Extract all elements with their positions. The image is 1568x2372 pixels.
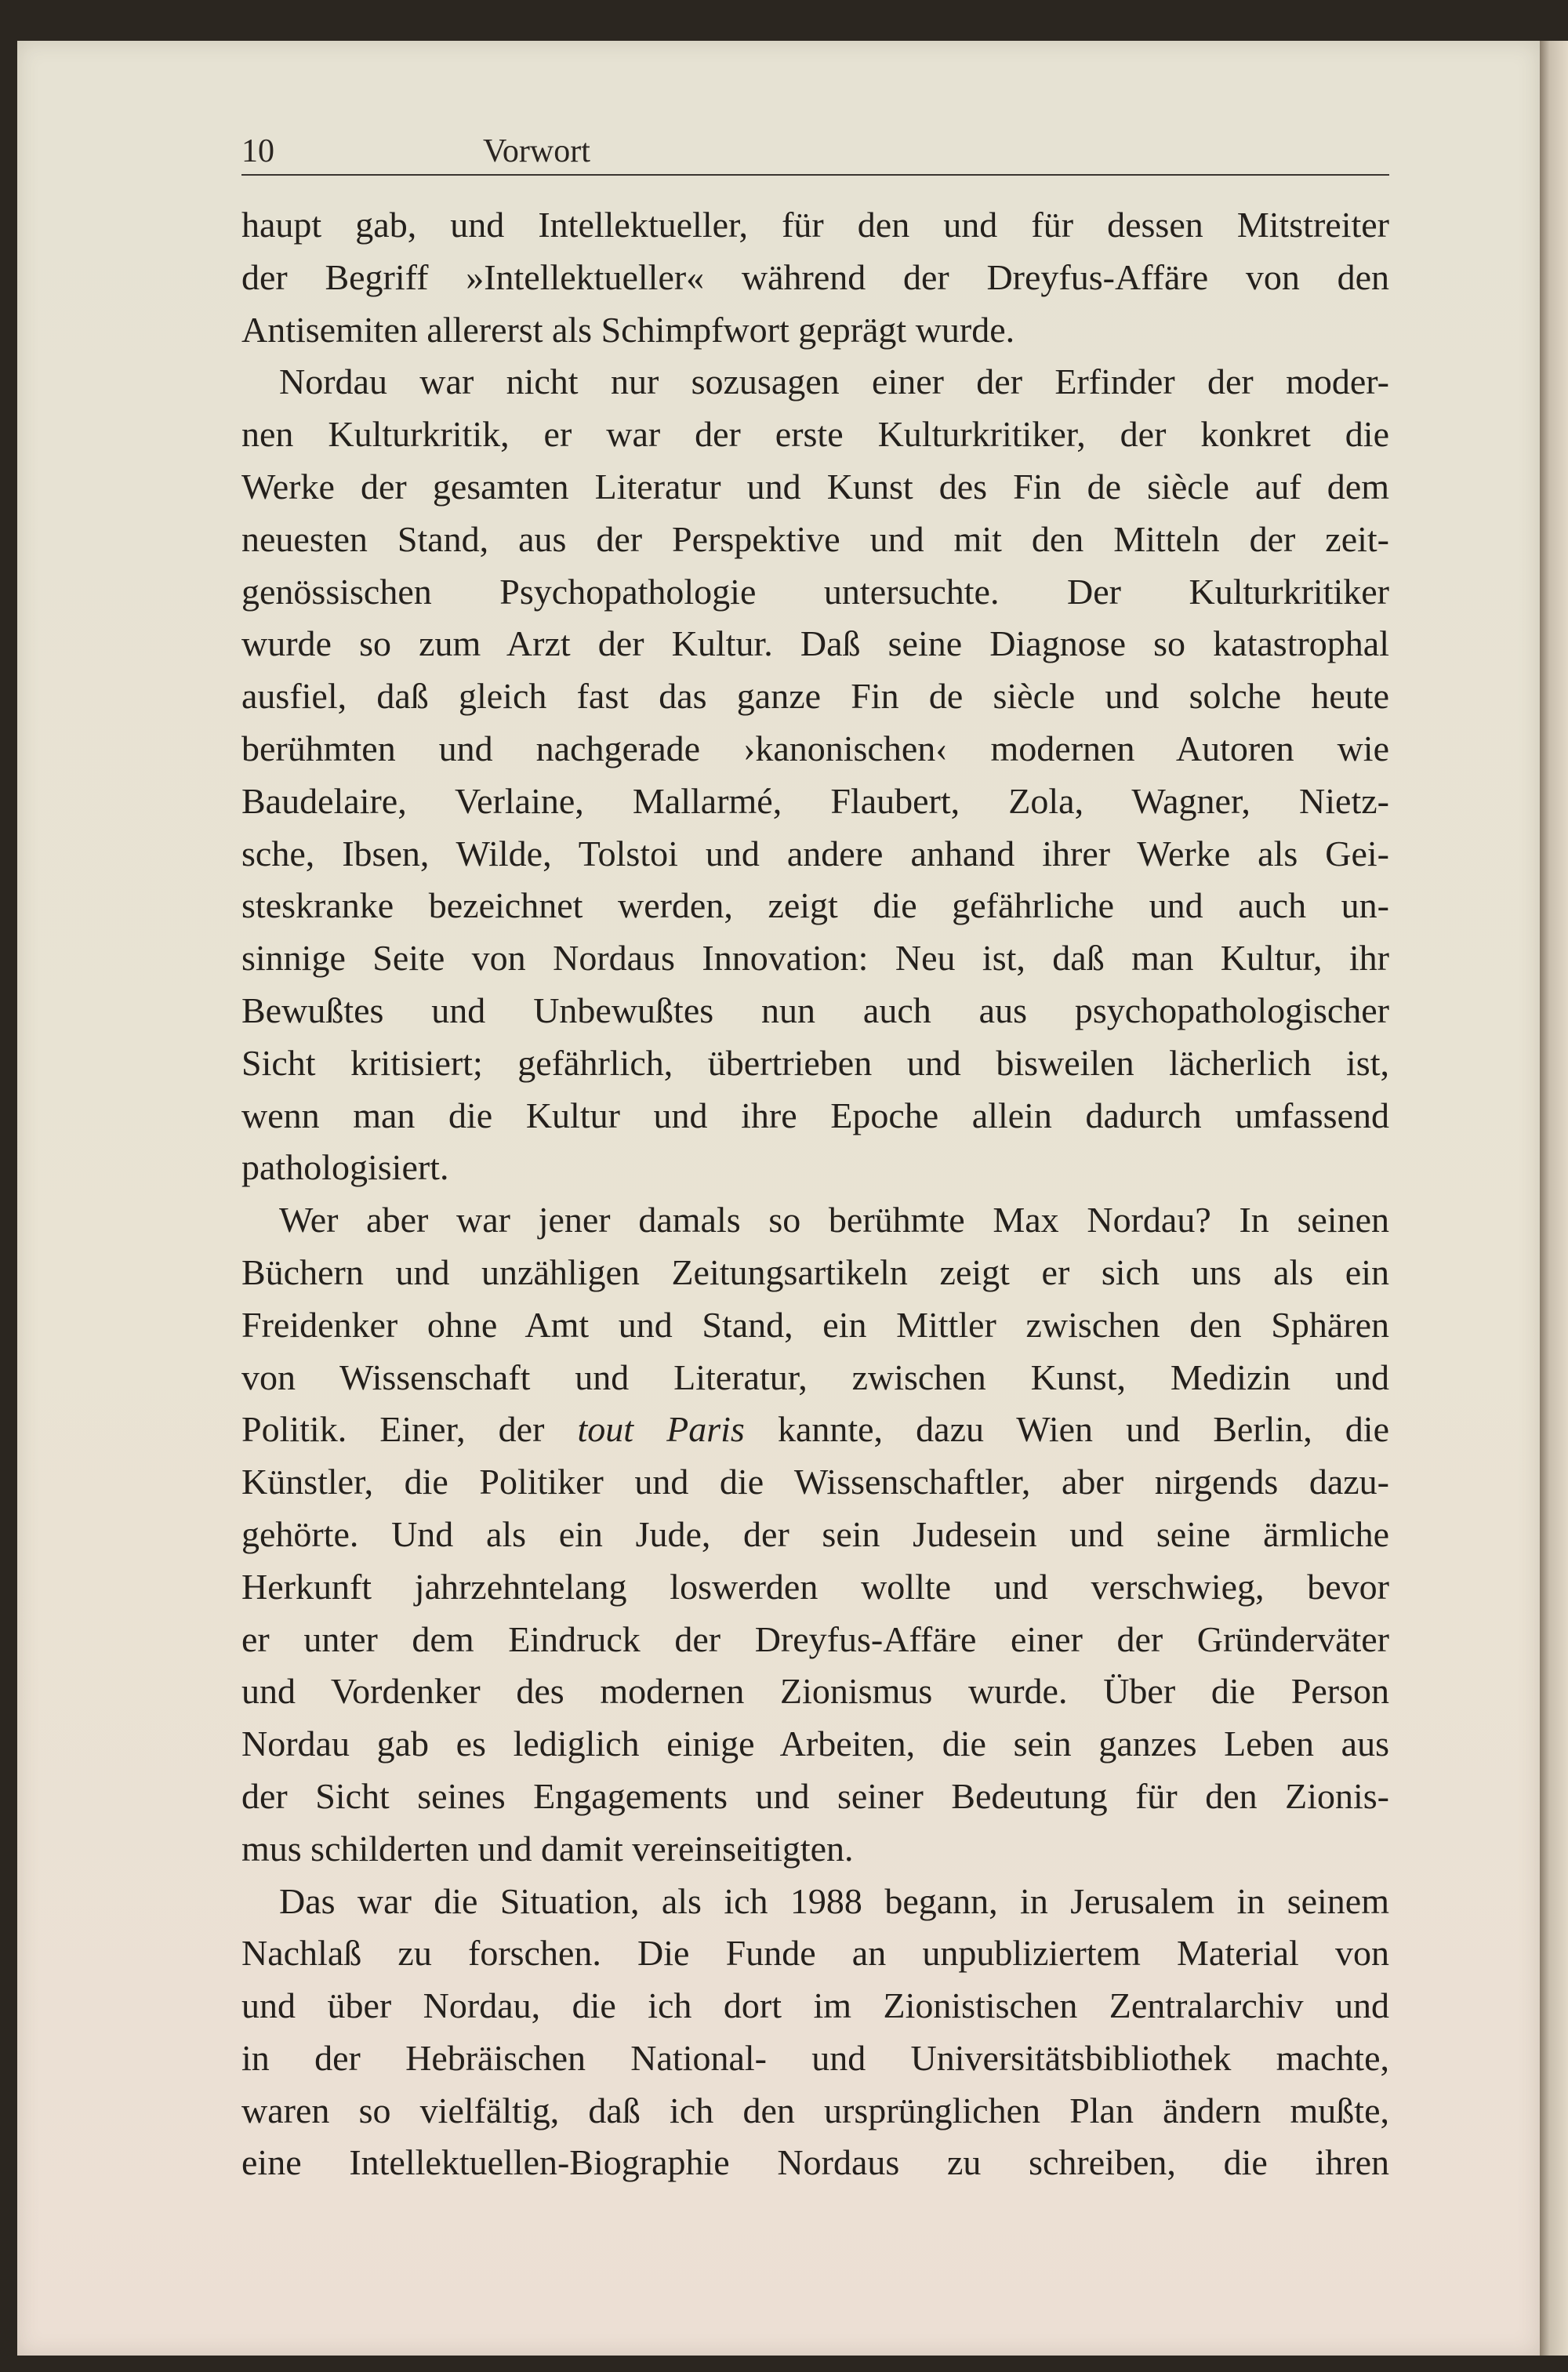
text-line: waren so vielfältig, daß ich den ursprünglichen Plan ändern mußte, [241,2090,1389,2130]
text-line: Herkunft jahrzehntelang loswerden wollte und verschwieg, bevor [241,1566,1389,1607]
text-line: pathologisiert. [241,1147,449,1188]
text-line: mus schilderten und damit vereinseitigten. [241,1828,854,1869]
italic-phrase: tout Paris [577,1409,745,1450]
text-line: Künstler, die Politiker und die Wissenschaftler, aber nirgends dazu- [241,1462,1389,1502]
text-line: Baudelaire, Verlaine, Mallarmé, Flaubert, Zola, Wagner, Nietz- [241,780,1389,821]
text-line: sinnige Seite von Nordaus Innovation: Neu ist, daß man Kultur, ihr [241,938,1389,979]
text-line: neuesten Stand, aus der Perspektive und mit den Mitteln der zeit- [241,518,1389,559]
text-line: Werke der gesamten Literatur und Kunst des Fin de siècle auf dem [241,466,1389,507]
page-number: 10 [241,133,274,169]
text-line: eine Intellektuellen-Biographie Nordaus zu schreiben, die ihren [241,2142,1389,2183]
text-line: Nordau gab es lediglich einige Arbeiten, die sein ganzes Leben aus [241,1724,1389,1764]
text-line: der Sicht seines Engagements und seiner Bedeutung für den Zionis- [241,1775,1389,1816]
text-line: wurde so zum Arzt der Kultur. Daß seine Diagnose so katastrophal [241,623,1389,664]
text-line: Nachlaß zu forschen. Die Funde an unpubliziertem Material von [241,1933,1389,1974]
page-header [241,124,1389,176]
text-line: ausfiel, daß gleich fast das ganze Fin de siècle und solche heute [241,676,1389,717]
text-line: der Begriff »Intellektueller« während der Dreyfus-Affäre von den [241,256,1389,297]
text-line: in der Hebräischen National- und Universitätsbibliothek machte, [241,2037,1389,2078]
text-line: Bewußtes und Unbewußtes nun auch aus psychopathologischer [241,990,1389,1030]
text-line: Nordau war nicht nur sozusagen einer der Erfinder der moder- [279,361,1389,402]
text-line: sche, Ibsen, Wilde, Tolstoi und andere anhand ihrer Werke als Gei- [241,833,1389,874]
text-line: von Wissenschaft und Literatur, zwischen Kunst, Medizin und [241,1357,1389,1397]
text-line: wenn man die Kultur und ihre Epoche allein dadurch umfassend [241,1095,1389,1135]
text-line: nen Kulturkritik, er war der erste Kulturkritiker, der konkret die [241,414,1389,455]
text-line: Antisemiten allererst als Schimpfwort geprägt wurde. [241,309,1015,350]
text-segment: kannte, dazu Wien und Berlin, die [744,1409,1389,1450]
text-line: Das war die Situation, als ich 1988 begann, in Jerusalem in seinem [279,1880,1389,1921]
text-line: steskranke bezeichnet werden, zeigt die gefährliche und auch un- [241,885,1389,926]
text-line: und Vordenker des modernen Zionismus wurde. Über die Person [241,1671,1389,1712]
text-line: Wer aber war jener damals so berühmte Max Nordau? In seinen [279,1200,1389,1240]
text-line: und über Nordau, die ich dort im Zionistischen Zentralarchiv und [241,1985,1389,2026]
text-line: gehörte. Und als ein Jude, der sein Judesein und seine ärmliche [241,1513,1389,1554]
text-line: berühmten und nachgerade ›kanonischen‹ modernen Autoren wie [241,728,1389,768]
text-line: er unter dem Eindruck der Dreyfus-Affäre einer der Gründerväter [241,1618,1389,1659]
text-line: genössischen Psychopathologie untersuchte. Der Kulturkritiker [241,571,1389,612]
text-line: Büchern und unzähligen Zeitungsartikeln zeigt er sich uns als ein [241,1251,1389,1292]
text-segment: Politik. Einer, der [241,1409,578,1450]
adjacent-page-edge [1540,41,1568,2356]
text-line: Freidenker ohne Amt und Stand, ein Mittler zwischen den Sphären [241,1304,1389,1345]
text-line-with-italic [241,1404,1389,1456]
text-line: Sicht kritisiert; gefährlich, übertrieben und bisweilen lächerlich ist, [241,1042,1389,1083]
body-text [241,199,1389,2189]
text-line: haupt gab, und Intellektueller, für den und für dessen Mitstreiter [241,205,1389,245]
running-head: Vorwort [483,133,590,169]
